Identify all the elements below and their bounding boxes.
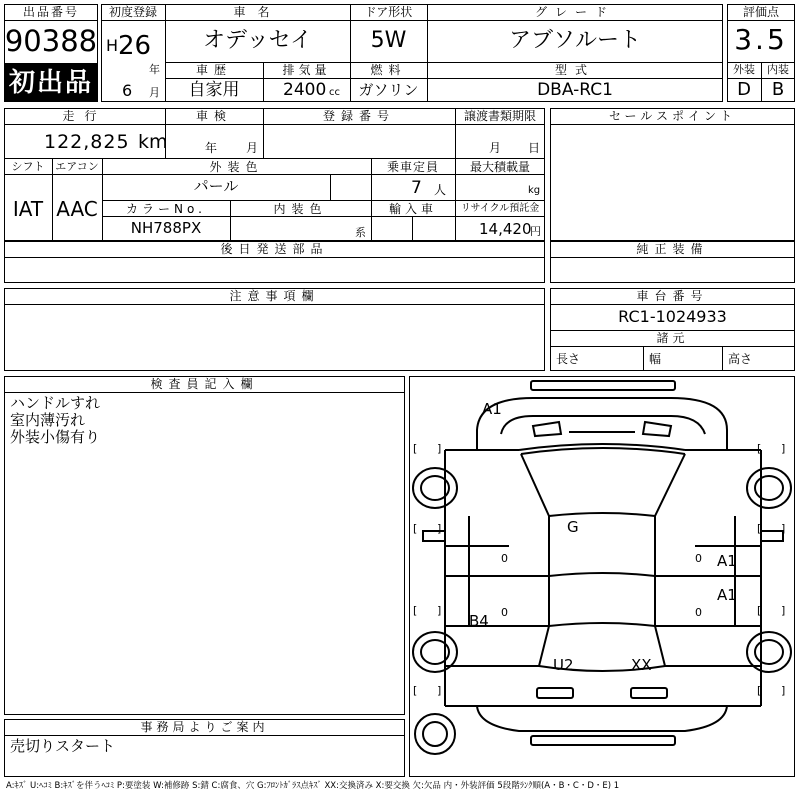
office-text: 売切りスタート: [10, 737, 116, 755]
exterior-label: 外装: [733, 63, 755, 76]
first-reg-month: 6: [122, 81, 133, 100]
inspection-month-unit: 月: [246, 141, 259, 155]
notes-label: 注意事項欄: [229, 289, 320, 303]
grade-label: グレード: [534, 5, 615, 19]
mileage-value: 122,825: [44, 131, 130, 153]
score-value: 3.5: [734, 23, 788, 56]
recycle-unit: 円: [530, 225, 541, 238]
svg-text:]: ]: [781, 442, 786, 455]
fuel-label: 燃料: [370, 63, 407, 77]
capacity-unit: 人: [434, 183, 447, 197]
svg-text:0: 0: [695, 552, 702, 565]
shift-label: シフト: [11, 160, 45, 173]
mark-right-front-door: A1: [717, 552, 737, 570]
svg-text:[: [: [413, 522, 418, 535]
svg-text:]: ]: [437, 604, 442, 617]
max-load-unit: kg: [528, 185, 541, 196]
color-no-label: カラーNo.: [126, 202, 206, 216]
ext-color-value: パール: [193, 177, 239, 195]
chassis-value: RC1-1024933: [618, 307, 727, 326]
history-value: 自家用: [188, 80, 240, 100]
svg-text:]: ]: [781, 522, 786, 535]
inspector-label: 検査員記入欄: [150, 377, 259, 391]
svg-text:]: ]: [781, 604, 786, 617]
svg-text:]: ]: [437, 522, 442, 535]
max-load-label: 最大積載量: [469, 160, 530, 174]
mark-right-rear-door: A1: [717, 586, 737, 604]
ac-label: エアコン: [55, 160, 99, 173]
transfer-label: 譲渡書類期限: [463, 109, 536, 123]
svg-text:[: [: [757, 442, 762, 455]
exterior-value: D: [737, 79, 751, 100]
lot-number: 90388: [4, 24, 98, 58]
ext-color-label: 外装色: [209, 160, 264, 174]
grade-value: アブソルート: [508, 28, 641, 53]
first-reg-label: 初度登録: [108, 5, 157, 19]
svg-text:[: [: [757, 522, 762, 535]
door-label: ドア形状: [364, 5, 413, 19]
model-value: DBA-RC1: [537, 80, 613, 100]
later-parts-label: 後日発送部品: [220, 242, 329, 256]
svg-text:[: [: [413, 442, 418, 455]
car-diagram: [409, 376, 795, 777]
score-label: 評価点: [742, 5, 779, 19]
genuine-equipment-label: 純正装備: [636, 242, 709, 256]
history-label: 車歴: [195, 63, 232, 77]
car-name-label: 車名: [233, 5, 282, 19]
length-label: 長さ: [556, 352, 581, 366]
era-prefix: H: [106, 36, 119, 55]
inspection-label: 車検: [195, 109, 232, 123]
transfer-day-unit: 日: [528, 141, 541, 155]
door-value: 5W: [370, 28, 407, 53]
recycle-label: リサイクル預託金: [460, 203, 540, 214]
inspector-line-3: 外装小傷有り: [10, 428, 101, 446]
color-no-value: NH788PX: [130, 219, 202, 237]
displacement-label: 排気量: [282, 63, 331, 77]
capacity-value: 7: [411, 178, 422, 198]
inspector-line-1: ハンドルすれ: [10, 394, 101, 412]
mark-front: A1: [482, 400, 502, 418]
interior-label: 内装: [767, 63, 789, 76]
transfer-month-unit: 月: [489, 141, 502, 155]
lot-label: 出品番号: [22, 5, 79, 19]
mark-rear-left: U2: [553, 656, 574, 674]
fuel-value: ガソリン: [358, 81, 419, 99]
mark-roof: G: [567, 518, 579, 536]
svg-text:]: ]: [781, 684, 786, 697]
interior-value: B: [771, 79, 785, 100]
height-label: 高さ: [728, 352, 753, 366]
capacity-label: 乗車定員: [386, 160, 439, 174]
width-label: 幅: [649, 352, 662, 366]
inspection-year-unit: 年: [205, 141, 218, 155]
svg-text:[: [: [413, 604, 418, 617]
mileage-unit: km: [138, 131, 168, 153]
reg-no-label: 登録番号: [322, 109, 395, 123]
svg-text:[: [: [757, 684, 762, 697]
int-color-label: 内装色: [273, 202, 328, 216]
svg-text:0: 0: [501, 552, 508, 565]
first-reg-year: 26: [118, 31, 152, 61]
svg-text:]: ]: [437, 442, 442, 455]
svg-text:0: 0: [695, 606, 702, 619]
sales-point-box: [550, 108, 795, 241]
displacement-unit: cc: [329, 87, 340, 98]
footer-legend: A:ｷｽﾞ U:ﾍｺﾐ B:ｷｽﾞを伴うﾍｺﾐ P:要塗装 W:補修跡 S:錆 C:腐食、穴 G:ﾌﾛﾝﾄｶﾞﾗｽ点ｷｽﾞ XX:交換済み X:要交換 欠:欠品 内・外装評価 5段階ﾗﾝｸ順(A・B・C・D・E) 1: [6, 781, 620, 791]
shift-value: IAT: [12, 197, 44, 221]
mileage-label: 走行: [62, 109, 107, 123]
model-label: 型式: [554, 63, 595, 77]
svg-text:]: ]: [437, 684, 442, 697]
month-unit: 月: [149, 86, 160, 99]
svg-text:[: [: [413, 684, 418, 697]
inspector-line-2: 室内薄汚れ: [10, 411, 86, 429]
displacement-value: 2400: [283, 80, 327, 100]
chassis-label: 車台番号: [636, 289, 709, 303]
office-label: 事務局よりご案内: [140, 720, 269, 734]
mark-left-rear: B4: [469, 612, 489, 630]
int-color-suffix: 系: [355, 226, 366, 239]
first-listing-badge-text: 初出品: [8, 68, 93, 98]
import-label: 輸入車: [388, 202, 437, 216]
svg-text:0: 0: [501, 606, 508, 619]
recycle-value: 14,420: [479, 220, 532, 238]
car-name: オデッセイ: [203, 28, 312, 53]
year-unit: 年: [149, 63, 160, 76]
svg-text:[: [: [757, 604, 762, 617]
specs-label: 諸元: [656, 331, 689, 345]
ac-value: AAC: [56, 197, 98, 221]
mark-rear-right: XX: [631, 656, 652, 674]
sales-point-label: セールスポイント: [609, 109, 736, 123]
